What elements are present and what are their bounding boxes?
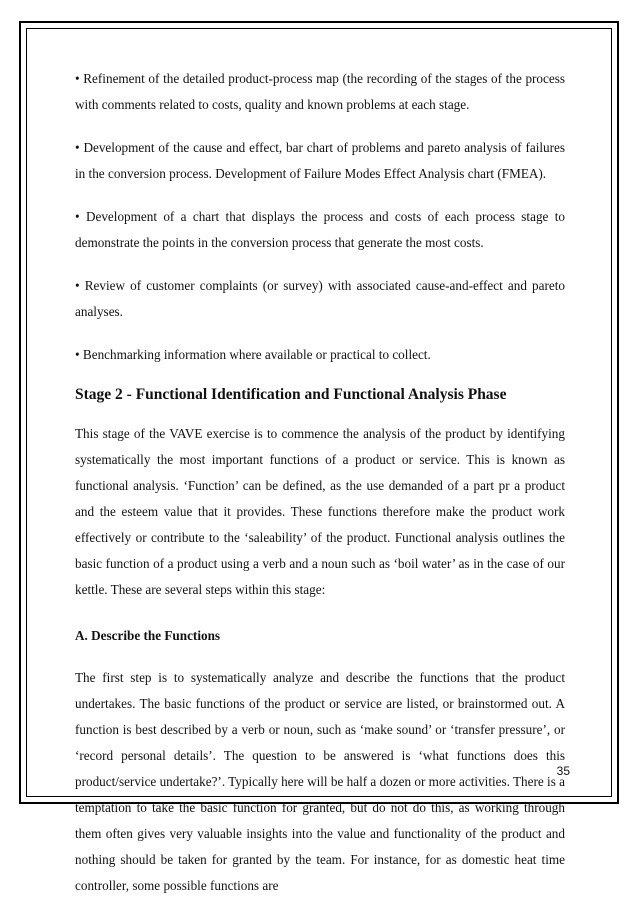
bullet-item: • Review of customer complaints (or survey) with associated cause-and-effect and pareto analyses. [75,278,565,319]
stage-paragraph: This stage of the VAVE exercise is to commence the analysis of the product by identifying systematically the most important functions of a product or service. This is known as functional analysis. ‘Function’ can be defined, as the use demanded of a part pr a product and the esteem value that it provides. These functions therefore make the product work effectively or contribute to the ‘saleability’ of the product. Functional analysis outlines the basic function of a product using a verb and a noun such as ‘boil water’ as in the case of our kettle. These are several steps within this stage: [75,426,565,597]
describe-functions-paragraph: The first step is to systematically analyze and describe the functions that the product undertakes. The basic functions of the product or service are listed, or brainstormed out. A function is best described by a verb or noun, such as ‘make sound’ or ‘transfer pressure’, or ‘record personal details’. The question to be answered is ‘what functions does this product/service undertake?’. Typically here will be half a dozen or more activities. There is a temptation to take the basic function for granted, but do not do this, as working through them often gives very valuable insights into the value and functionality of the product and nothing should be taken for granted by the team. For instance, for as domestic heat time controller, some possible functions are [75,670,565,893]
page-number: 35 [556,764,570,778]
describe-functions-subheading: A. Describe the Functions [75,628,221,643]
stage-heading: Stage 2 - Functional Identification and Functional Analysis Phase [75,386,507,403]
bullet-item: • Development of the cause and effect, bar chart of problems and pareto analysis of failures in the conversion process. Development of Failure Modes Effect Analysis chart (FMEA). [75,140,565,181]
bullet-item: • Refinement of the detailed product-process map (the recording of the stages of the process with comments related to costs, quality and known problems at each stage. [75,71,565,112]
bullet-item: • Development of a chart that displays the process and costs of each process stage to demonstrate the points in the conversion process that generate the most costs. [75,209,565,250]
page-content [75,66,565,919]
bullet-item: • Benchmarking information where available or practical to collect. [75,347,431,362]
